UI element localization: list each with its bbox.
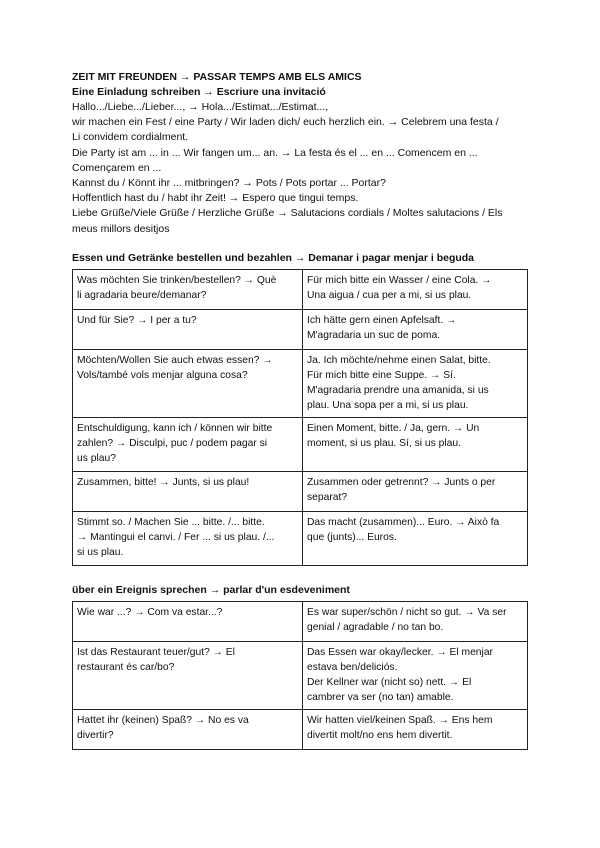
- invitation-line: Liebe Grüße/Viele Grüße / Herzliche Grüße → Salutacions cordials / Moltes salutacions / Els: [72, 207, 503, 220]
- cell-line: li agradaria beure/demanar?: [77, 289, 207, 301]
- cell-line: Entschuldigung, kann ich / können wir bitte: [77, 422, 273, 434]
- table-cell-right: [303, 511, 528, 565]
- event-table: [72, 601, 528, 750]
- cell-line: que (junts)... Euros.: [307, 531, 397, 543]
- cell-line: zahlen? → Disculpi, puc / podem pagar si: [77, 437, 268, 449]
- table-cell-left: [73, 309, 303, 349]
- cell-line: Vols/també vols menjar alguna cosa?: [77, 369, 248, 381]
- table-cell-left: [73, 641, 303, 709]
- cell-line: Ja. Ich möchte/nehme einen Salat, bitte.: [307, 354, 491, 366]
- invitation-line: Començarem en ...: [72, 161, 162, 174]
- ordering-table: [72, 269, 528, 566]
- cell-line: Für mich bitte eine Suppe. → Sí.: [307, 369, 456, 381]
- table-cell-left: [73, 471, 303, 511]
- table-cell-right: [303, 309, 528, 349]
- table-row: [73, 269, 528, 309]
- invitation-line: Li convidem cordialment.: [72, 131, 189, 144]
- table-cell-right: [303, 641, 528, 709]
- cell-line: Una aigua / cua per a mi, si us plau.: [307, 289, 472, 301]
- cell-line: M'agradaria prendre una amanida, si us: [307, 384, 489, 396]
- cell-line: Zusammen oder getrennt? → Junts o per: [307, 476, 496, 488]
- cell-line: Das Essen war okay/lecker. → El menjar: [307, 646, 493, 658]
- table-row: [73, 349, 528, 417]
- table-cell-left: [73, 709, 303, 749]
- table-cell-left: [73, 417, 303, 471]
- table-row: [73, 709, 528, 749]
- cell-line: Möchten/Wollen Sie auch etwas essen? →: [77, 354, 273, 366]
- ordering-heading: Essen und Getränke bestellen und bezahlen → Demanar i pagar menjar i beguda: [72, 251, 475, 264]
- table-row: [73, 601, 528, 641]
- cell-line: Wir hatten viel/keinen Spaß. → Ens hem: [307, 714, 493, 726]
- invitation-line: Hoffentlich hast du / habt ihr Zeit! → Espero que tingui temps.: [72, 192, 359, 205]
- cell-line: us plau?: [77, 452, 116, 464]
- table-row: [73, 471, 528, 511]
- cell-line: Ich hätte gern einen Apfelsaft. →: [307, 314, 457, 326]
- table-cell-left: [73, 601, 303, 641]
- table-cell-left: [73, 349, 303, 417]
- invitation-lines: [72, 100, 528, 237]
- invitation-heading: Eine Einladung schreiben → Escriure una invitació: [72, 86, 326, 98]
- table-cell-right: [303, 417, 528, 471]
- cell-line: Das macht (zusammen)... Euro. → Això fa: [307, 516, 500, 528]
- table-cell-right: [303, 349, 528, 417]
- cell-line: divertir?: [77, 729, 114, 741]
- table-cell-right: [303, 269, 528, 309]
- cell-line: Hattet ihr (keinen) Spaß? → No es va: [77, 714, 249, 726]
- cell-line: M'agradaria un suc de poma.: [307, 329, 441, 341]
- table-row: [73, 511, 528, 565]
- page-title: ZEIT MIT FREUNDEN → PASSAR TEMPS AMB ELS AMICS: [72, 71, 362, 83]
- cell-line: genial / agradable / no tan bo.: [307, 621, 444, 633]
- event-heading: über ein Ereignis sprechen → parlar d'un esdeveniment: [72, 583, 350, 596]
- cell-line: Wie war ...? → Com va estar...?: [77, 606, 223, 618]
- cell-line: estava ben/deliciós.: [307, 661, 398, 673]
- cell-line: Es war super/schön / nicht so gut. → Va ser: [307, 606, 507, 618]
- cell-line: → Mantingui el canvi. / Fer ... si us plau. /...: [77, 531, 275, 543]
- invitation-line: Hallo.../Liebe.../Lieber..., → Hola.../Estimat.../Estimat...,: [72, 101, 329, 113]
- table-cell-right: [303, 471, 528, 511]
- cell-line: divertit molt/no ens hem divertit.: [307, 729, 453, 741]
- cell-line: Einen Moment, bitte. / Ja, gern. → Un: [307, 422, 480, 434]
- cell-line: cambrer va ser (no tan) amable.: [307, 691, 454, 703]
- invitation-line: Die Party ist am ... in ... Wir fangen um... an. → La festa és el ... en ... Comencem en ...: [72, 146, 478, 159]
- cell-line: Ist das Restaurant teuer/gut? → El: [77, 646, 235, 658]
- cell-line: Der Kellner war (nicht so) nett. → El: [307, 676, 472, 688]
- cell-line: Stimmt so. / Machen Sie ... bitte. /... bitte.: [77, 516, 265, 528]
- table-cell-right: [303, 709, 528, 749]
- table-row: [73, 641, 528, 709]
- table-cell-left: [73, 511, 303, 565]
- cell-line: restaurant és car/bo?: [77, 661, 175, 673]
- cell-line: Für mich bitte ein Wasser / eine Cola. →: [307, 274, 492, 286]
- table-cell-right: [303, 601, 528, 641]
- cell-line: Zusammen, bitte! → Junts, si us plau!: [77, 476, 250, 488]
- cell-line: moment, si us plau. Sí, si us plau.: [307, 437, 461, 449]
- table-row: [73, 309, 528, 349]
- cell-line: Was möchten Sie trinken/bestellen? → Què: [77, 274, 277, 286]
- table-cell-left: [73, 269, 303, 309]
- cell-line: plau. Una sopa per a mi, si us plau.: [307, 399, 469, 411]
- cell-line: Und für Sie? → I per a tu?: [77, 314, 197, 326]
- cell-line: si us plau.: [77, 546, 124, 558]
- table-row: [73, 417, 528, 471]
- invitation-line: wir machen ein Fest / eine Party / Wir laden dich/ euch herzlich ein. → Celebrem una festa /: [72, 116, 499, 129]
- invitation-line: meus millors desitjos: [72, 222, 170, 235]
- cell-line: separat?: [307, 491, 348, 503]
- document-page: [72, 70, 528, 750]
- invitation-line: Kannst du / Könnt ihr ... mitbringen? → Pots / Pots portar ... Portar?: [72, 177, 386, 190]
